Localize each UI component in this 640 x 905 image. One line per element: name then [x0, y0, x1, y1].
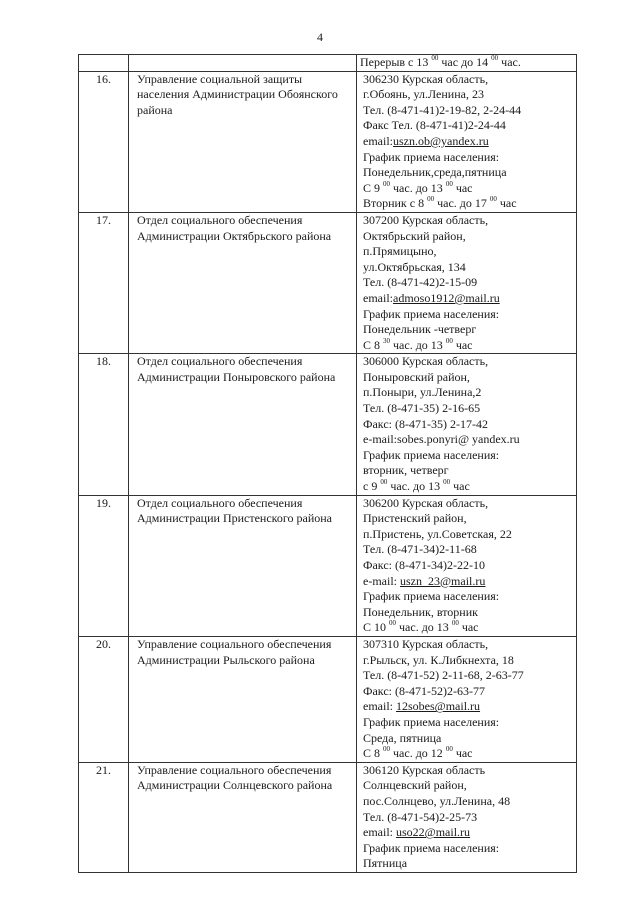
time-superscript: 30: [383, 336, 391, 345]
time-superscript: 00: [380, 478, 388, 487]
office-name-cell: [129, 636, 357, 762]
time-superscript: 00: [445, 179, 453, 188]
info-line: 306200 Курская область,: [363, 495, 489, 510]
info-line: email:admoso1912@mail.ru: [363, 290, 500, 305]
office-name-cell: [129, 71, 357, 212]
email-link[interactable]: uso22@mail.ru: [396, 825, 471, 840]
email-link[interactable]: uszn.ob@yandex.ru: [393, 133, 489, 148]
info-line: Тел. (8-471-42)2-15-09: [363, 275, 478, 290]
office-name-cell: [129, 55, 357, 72]
info-line: г.Рыльск, ул. К.Либкнехта, 18: [363, 652, 514, 667]
table-row: [79, 762, 577, 872]
info-line: Пристенский район,: [363, 511, 467, 526]
info-line: С 9 $^{00}$ час. до 13 $^{00}$ час: [363, 179, 473, 195]
time-superscript: 00: [389, 619, 397, 628]
row-number-cell: 18.: [79, 354, 129, 495]
email-link[interactable]: 12sobes@mail.ru: [396, 699, 481, 714]
info-line: Тел. (8-471-35) 2-16-65: [363, 401, 481, 416]
info-line: График приема населения:: [363, 840, 500, 855]
info-line: Понедельник, вторник: [363, 604, 478, 619]
office-name-line: Администрации Пристенского района: [137, 511, 333, 526]
office-name-line: Управление социального обеспечения: [137, 636, 332, 651]
info-line: email: uso22@mail.ru: [363, 825, 471, 840]
office-info-cell: [357, 762, 577, 872]
info-line: Факс: (8-471-35) 2-17-42: [363, 416, 488, 431]
info-line: Вторник с 8 $^{00}$ час. до 17 $^{00}$ час: [363, 195, 517, 211]
info-line: Поныровский район,: [363, 369, 470, 384]
info-line: Тел. (8-471-41)2-19-82, 2-24-44: [363, 102, 522, 117]
info-line: email: 12sobes@mail.ru: [363, 699, 481, 714]
row-number-cell: [79, 55, 129, 72]
info-line: График приема населения:: [363, 589, 500, 604]
info-line: Октябрьский район,: [363, 228, 466, 243]
info-line: e-mail:sobes.ponyri@ yandex.ru: [363, 432, 520, 447]
office-info-cell: [357, 636, 577, 762]
office-name-cell: [129, 212, 357, 353]
office-name-line: Отдел социального обеспечения: [137, 495, 303, 510]
office-info-cell: [357, 55, 577, 72]
continuation-row: [79, 55, 577, 72]
office-name-cell: [129, 762, 357, 872]
info-line: Тел. (8-471-52) 2-11-68, 2-63-77: [363, 668, 524, 683]
info-line: ул.Октябрьская, 134: [363, 259, 466, 274]
row-number-cell: 19.: [79, 495, 129, 636]
info-line: e-mail: uszn_23@mail.ru: [363, 573, 486, 588]
info-line: email:uszn.ob@yandex.ru: [363, 133, 489, 148]
row-number-cell: 21.: [79, 762, 129, 872]
info-line: Тел. (8-471-34)2-11-68: [363, 542, 477, 557]
info-line: Среда, пятница: [363, 730, 442, 745]
info-line: пос.Солнцево, ул.Ленина, 48: [363, 793, 511, 808]
email-link[interactable]: admoso1912@mail.ru: [393, 290, 500, 305]
info-line: вторник, четверг: [363, 463, 449, 478]
table-row: [79, 212, 577, 353]
info-line: Понедельник,среда,пятница: [363, 165, 507, 180]
info-line: Факс: (8-471-52)2-63-77: [363, 683, 485, 698]
office-info-cell: [357, 354, 577, 495]
info-line: График приема населения:: [363, 447, 500, 462]
office-name-line: Администрации Рыльского района: [137, 652, 315, 667]
time-superscript: 00: [427, 195, 435, 204]
offices-table-body: [79, 55, 577, 873]
time-superscript: 00: [489, 195, 497, 204]
info-line: 307200 Курская область,: [363, 212, 489, 227]
office-name-line: Администрации Поныровского района: [137, 369, 336, 384]
office-info-cell: [357, 212, 577, 353]
office-name-line: Администрации Солнцевского района: [137, 778, 333, 793]
info-line: 307310 Курская область,: [363, 636, 489, 651]
info-line: График приема населения:: [363, 149, 500, 164]
time-superscript: 00: [445, 745, 453, 754]
info-line: Факс Тел. (8-471-41)2-24-44: [363, 118, 506, 133]
office-name-line: Управление социального обеспечения: [137, 762, 332, 777]
table-row: [79, 495, 577, 636]
email-link[interactable]: uszn_23@mail.ru: [399, 573, 486, 588]
office-name-line: населения Администрации Обоянского: [137, 87, 338, 102]
time-superscript: 00: [491, 54, 499, 62]
time-superscript: 00: [431, 54, 439, 62]
info-line: Факс: (8-471-34)2-22-10: [363, 558, 485, 572]
time-superscript: 00: [383, 179, 391, 188]
info-line: 306230 Курская область,: [363, 71, 489, 86]
row-number-cell: 20.: [79, 636, 129, 762]
info-line: Понедельник -четверг: [363, 322, 477, 337]
row-number-cell: 16.: [79, 71, 129, 212]
info-line: Пятница: [363, 856, 408, 871]
office-info-cell: [357, 495, 577, 636]
office-name-line: Отдел социального обеспечения: [137, 212, 303, 227]
time-superscript: 00: [445, 336, 453, 345]
info-line: п.Поныри, ул.Ленина,2: [363, 385, 482, 400]
info-line: Тел. (8-471-54)2-25-73: [363, 809, 478, 824]
page-number: 4: [317, 30, 323, 44]
office-name-line: района: [137, 102, 173, 117]
office-name-cell: [129, 495, 357, 636]
info-line: 306000 Курская область,: [363, 354, 489, 369]
info-line: График приема населения:: [363, 306, 500, 321]
office-name-line: Администрации Октябрьского района: [137, 228, 332, 243]
office-name-cell: [129, 354, 357, 495]
office-name-line: Управление социальной защиты: [137, 71, 303, 86]
info-line: С 10 $^{00}$ час. до 13 $^{00}$ час: [363, 619, 479, 635]
table-row: [79, 71, 577, 212]
info-line: Солнцевский район,: [363, 778, 467, 793]
office-name-line: Отдел социального обеспечения: [137, 354, 303, 369]
info-line: п.Пристень, ул.Советская, 22: [363, 526, 512, 541]
time-superscript: 00: [383, 745, 391, 754]
offices-table: [78, 54, 577, 873]
info-line: Перерыв с 13 $^{00}$ час до 14 $^{00}$ час.: [360, 54, 521, 69]
table-row: [79, 354, 577, 495]
info-line: г.Обоянь, ул.Ленина, 23: [363, 87, 484, 102]
office-info-cell: [357, 71, 577, 212]
info-line: 306120 Курская область: [363, 762, 486, 777]
info-line: График приема населения:: [363, 714, 500, 729]
info-line: С 8 $^{00}$ час. до 12 $^{00}$ час: [363, 745, 473, 761]
time-superscript: 00: [451, 619, 459, 628]
time-superscript: 00: [443, 478, 451, 487]
info-line: С 8 $^{30}$ час. до 13 $^{00}$ час: [363, 336, 473, 352]
info-line: с 9 $^{00}$ час. до 13 $^{00}$ час: [363, 478, 470, 494]
row-number-cell: 17.: [79, 212, 129, 353]
info-line: п.Прямицыно,: [363, 244, 437, 259]
table-row: [79, 636, 577, 762]
